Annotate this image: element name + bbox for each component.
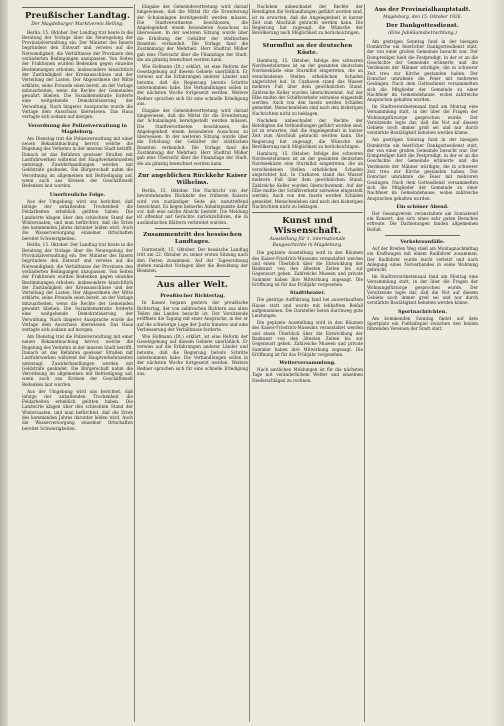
- divider: [252, 212, 363, 213]
- dateline: Magdeburg, den 15. Oktober 1926.: [383, 15, 462, 20]
- headline-dankgottesdienst: Der Dankgottesdienst.: [386, 23, 459, 30]
- article-body: Im Stadtverordnetensaal fand am Montag eine Versammlung statt, in der über die Fragen der Wohnungsfürsorge gesprochen wurde. Der Vorsitzende legte dar, daß die Not auf diesem Gebiete noch immer groß sei und nur durch verstärkte Bautätigkeit behoben werden könne.: [367, 273, 478, 306]
- headline-provinzialhauptstadt: Aus der Provinzialhauptstadt.: [374, 7, 471, 13]
- column-4: [367, 4, 478, 722]
- article-body: Wie Hofmann (Dt.) erklärt, ist eine Reform der Gesetzgebung auf diesem Gebiete unerläßlich. Er verwies auf die Erfahrungen anderer Länder und betonte, daß die Regierung bereits Schritte unternommen habe. Die Verhandlungen sollen in der nächsten Woche fortgesetzt werden. Weitere Redner sprachen sich für eine schnelle Erledigung aus.: [137, 63, 248, 106]
- article-body: Nach amtlichen Meldungen ist für die nächsten Tage mit veränderlichem Wetter und einzelnen Niederschlägen zu rechnen.: [252, 367, 363, 383]
- headline-folge: Unerfreuliche Folge.: [49, 191, 106, 198]
- article-body: Berlin, 15. Oktober. Der Landtag trat heute in die Beratung der Vorlage über die Neuregelung der Provinzialverwaltung ein. Der Minister des Innern begründete den Entwurf und verwies auf die Notwendigkeit, die Verhältnisse der Provinzen den veränderten Bedingungen anzupassen. Von Seiten der Fraktionen wurden Bedenken gegen einzelne Bestimmungen erhoben, insbesondere hinsichtlich der Zuständigkeit der Kreisausschüsse und der Verteilung der Lasten. Der Abgeordnete der Mitte erklärte, seine Freunde seien bereit, an der Vorlage mitzuarbeiten, wenn die Rechte der Gemeinden gewahrt blieben. Die Sozialdemokratie forderte eine weitgehende Demokratisierung der Verwaltung. Nach längerer Aussprache wurde die Vorlage dem Ausschuss überwiesen. Das Haus vertagte sich sodann auf morgen.: [22, 29, 133, 120]
- article-body: Nachdem unbeschadet der Rechte der Beteiligten die Verhandlungen geführt worden sind, ist zu erwarten, daß die Angelegenheit in kurzer Zeit zum Abschluß gebracht werden kann. Die Regierung hat zugesagt, die Wünsche der Bevölkerung nach Möglichkeit zu berücksichtigen.: [252, 4, 363, 36]
- article-body: Eingabe der Gemeindevertretung wird darauf hingewiesen, daß die Mittel für die Erweiterung der Schulanlagen bereitgestellt werden müssen. Die Stadtverordneten beschlossen, die Angelegenheit einem besonderen Ausschuss zu überweisen. In der weiteren Sitzung wurde über die Erhöhung der Gehälter der städtischen Beamten verhandelt. Die Vorlage fand die Zustimmung der Mehrheit. Herr Stadtrat Müller gab eine Übersicht über die Finanzlage der Stadt, die als günstig bezeichnet werden kann.: [137, 107, 248, 166]
- article-body: Am Dienstag trat die Polizeiverwaltung mit einer neuen Bekanntmachung hervor, welche die Regelung des Verkehrs in der inneren Stadt betrifft. Danach ist das Befahren gewisser Straßen mit Lastfuhrwerken während der Hauptverkehrszeiten untersagt. Zuwiderhandlungen werden mit Geldstrafe geahndet. Die Bürgerschaft nahm die Verordnung im allgemeinen mit Befriedigung auf, wenn auch aus Kreisen der Geschäftswelt Bedenken laut wurden.: [22, 334, 133, 387]
- divider: [155, 276, 230, 277]
- article-body: Am gestrigen Sonntag fand in der hiesigen Domkirche ein feierlicher Dankgottesdienst statt, der von einer großen Gemeinde besucht war. Der Domprediger hielt die Festpredigt, in der er an die Geschichte der Gemeinde erinnerte und die Verdienste der Männer würdigte, die in schwerer Zeit treu zur Kirche gestanden haben. Der Domchor umrahmte die Feier mit mehreren Gesängen. Nach dem Gottesdienst versammelten sich die Mitglieder der Gemeinde zu einer Nachfeier im Gemeindehause, wobei zahlreiche Ansprachen gehalten wurden.: [367, 137, 478, 201]
- article-body: Darmstadt, 15. Oktober. Der hessische Landtag tritt am 22. Oktober zu seiner ersten Sitzung nach den Ferien zusammen. Auf der Tagesordnung stehen zunächst Vorlagen über die Besoldung der Beamten.: [137, 246, 248, 274]
- article-body: Eingabe der Gemeindevertretung wird darauf hingewiesen, daß die Mittel für die Erweiterung der Schulanlagen bereitgestellt werden müssen. Die Stadtverordneten beschlossen, die Angelegenheit einem besonderen Ausschuss zu überweisen. In der weiteren Sitzung wurde über die Erhöhung der Gehälter der städtischen Beamten verhandelt. Die Vorlage fand die Zustimmung der Mehrheit. Herr Stadtrat Müller gab eine Übersicht über die Finanzlage der Stadt, die als günstig bezeichnet werden kann.: [137, 4, 248, 62]
- subheadline-ausstellung: Ausstellung für 1. internationale Baugeschichte in Magdeburg.: [269, 237, 346, 248]
- subheadline-richtertag: Preußischer Richtertag.: [160, 293, 225, 300]
- article-body: Die geplante Ausstellung wird in den Räumen des Kaiser-Friedrich-Museums veranstaltet werden und einen Überblick über die Entwicklung der Baukunst von den ältesten Zeiten bis zur Gegenwart geben. Zahlreiche Museen und private Sammler haben ihre Mitwirkung zugesagt. Die Eröffnung ist für das Frühjahr vorgesehen.: [252, 250, 363, 288]
- article-body: Nachdem unbeschadet der Rechte der Beteiligten die Verhandlungen geführt worden sind, ist zu erwarten, daß die Angelegenheit in kurzer Zeit zum Abschluß gebracht werden kann. Die Regierung hat zugesagt, die Wünsche der Bevölkerung nach Möglichkeit zu berücksichtigen.: [252, 117, 363, 150]
- article-body: Hamburg, 15. Oktober. Infolge des schweren Nordweststurmes ist an der gesamten deutschen Nordseeküste eine Sturmflut eingetreten, die an verschiedenen Stellen erheblichen Schaden angerichtet hat. In Cuxhaven stand das Wasser mehrere Fuß über dem gewöhnlichen Stand. Zahlreiche Keller wurden überschwemmt. Auf der Elbe mußte der Schiffsverkehr zeitweise eingestellt werden. Auch von den Inseln werden Schäden gemeldet. Menschenleben sind nach den bisherigen Nachrichten nicht zu beklagen.: [252, 57, 363, 116]
- column-rule: [134, 4, 135, 722]
- divider: [385, 235, 460, 236]
- headline-stadttheater: Stadttheater.: [289, 290, 326, 297]
- headline-sturmflut: Sturmflut an der deutschen Küste.: [262, 42, 353, 56]
- divider: [155, 169, 230, 170]
- headline-schoener-abend: Ein schöner Abend.: [396, 203, 449, 210]
- headline-kaiser: Zur angeblichen Rückkehr Kaiser Wilhelms.: [137, 172, 248, 186]
- article-body: Im Stadtverordnetensaal fand am Montag eine Versammlung statt, in der über die Fragen der Wohnungsfürsorge gesprochen wurde. Der Vorsitzende legte dar, daß die Not auf diesem Gebiete noch immer groß sei und nur durch verstärkte Bautätigkeit behoben werden könne.: [367, 103, 478, 136]
- article-body: Die gestrige Aufführung fand bei ausverkauftem Hause statt und wurde mit lebhaftem Beifall aufgenommen. Die Darsteller boten durchweg gute Leistungen.: [252, 297, 363, 319]
- article-body: Am gestrigen Sonntag fand in der hiesigen Domkirche ein feierlicher Dankgottesdienst statt, der von einer großen Gemeinde besucht war. Der Domprediger hielt die Festpredigt, in der er an die Geschichte der Gemeinde erinnerte und die Verdienste der Männer würdigte, die in schwerer Zeit treu zur Kirche gestanden haben. Der Domchor umrahmte die Feier mit mehreren Gesängen. Nach dem Gottesdienst versammelten sich die Mitglieder der Gemeinde zu einer Nachfeier im Gemeindehause, wobei zahlreiche Ansprachen gehalten wurden.: [367, 38, 478, 103]
- subheadline-landtag: Der Magdeburger Marktverein Helling.: [31, 22, 124, 27]
- headline-landtag: Preußischer Landtag.: [24, 11, 131, 21]
- column-rule: [364, 4, 365, 722]
- article-body: Aus der Umgebung wird uns berichtet, daß infolge der anhaltenden Trockenheit die Feldarbeiten erheblich gelitten haben. Die Landwirte klagen über den schlechten Stand der Wintersaaten, und man befürchtet, daß die Ernte des kommenden Jahres darunter leiden wird. Auch die Wasserversorgung einzelner Ortschaften bereitet Schwierigkeiten.: [22, 388, 133, 431]
- column-3: [252, 4, 363, 722]
- divider: [22, 7, 133, 8]
- article-body: Berlin, 15. Oktober. Der Landtag trat heute in die Beratung der Vorlage über die Neuregelung der Provinzialverwaltung ein. Der Minister des Innern begründete den Entwurf und verwies auf die Notwendigkeit, die Verhältnisse der Provinzen den veränderten Bedingungen anzupassen. Von Seiten der Fraktionen wurden Bedenken gegen einzelne Bestimmungen erhoben, insbesondere hinsichtlich der Zuständigkeit der Kreisausschüsse und der Verteilung der Lasten. Der Abgeordnete der Mitte erklärte, seine Freunde seien bereit, an der Vorlage mitzuarbeiten, wenn die Rechte der Gemeinden gewahrt blieben. Die Sozialdemokratie forderte eine weitgehende Demokratisierung der Verwaltung. Nach längerer Aussprache wurde die Vorlage dem Ausschuss überwiesen. Das Haus vertagte sich sodann auf morgen.: [22, 242, 133, 333]
- headline-sportnachrichten: Sportnachrichten.: [398, 308, 447, 315]
- page-fold-shadow: [0, 0, 8, 726]
- column-rule: [249, 4, 250, 722]
- article-body: Am Dienstag trat die Polizeiverwaltung mit einer neuen Bekanntmachung hervor, welche die Regelung des Verkehrs in der inneren Stadt betrifft. Danach ist das Befahren gewisser Straßen mit Lastfuhrwerken während der Hauptverkehrszeiten untersagt. Zuwiderhandlungen werden mit Geldstrafe geahndet. Die Bürgerschaft nahm die Verordnung im allgemeinen mit Befriedigung auf, wenn auch aus Kreisen der Geschäftswelt Bedenken laut wurden.: [22, 135, 133, 189]
- headline-kunst-wissenschaft: Kunst und Wissenschaft.: [273, 216, 342, 237]
- article-body: Berlin, 15. Oktober. Die Nachricht von der bevorstehenden Rückkehr des früheren Kaisers wird von zuständiger Seite als unzutreffend bezeichnet. Es liegen keinerlei Anhaltspunkte dafür vor, daß eine solche Absicht besteht. Die Meldung ist offenbar auf Gerüchte zurückzuführen, die in ausländischen Blättern verbreitet wurden.: [137, 187, 248, 225]
- article-body: Auf der Breiten Weg stieß am Montagnachmittag ein Kraftwagen mit einem Radfahrer zusammen. Der Radfahrer wurde leicht verletzt und nach Anlegung eines Notverbandes in seine Wohnung gebracht.: [367, 245, 478, 273]
- column-2: [137, 4, 248, 722]
- article-body: Aus der Umgebung wird uns berichtet, daß infolge der anhaltenden Trockenheit die Feldarbeiten erheblich gelitten haben. Die Landwirte klagen über den schlechten Stand der Wintersaaten, und man befürchtet, daß die Ernte des kommenden Jahres darunter leiden wird. Auch die Wasserversorgung einzelner Ortschaften bereitet Schwierigkeiten.: [22, 198, 133, 241]
- headline-verordnung: Verordnung der Polizeiverwaltung in Magdeburg.: [28, 122, 127, 135]
- subheadline-jubilaeum: (Eine Jubiläumsbetrachtung.): [388, 31, 457, 37]
- headline-aus-aller-welt: Aus aller Welt.: [156, 280, 229, 291]
- article-body: Hamburg, 15. Oktober. Infolge des schweren Nordweststurmes ist an der gesamten deutschen Nordseeküste eine Sturmflut eingetreten, die an verschiedenen Stellen erheblichen Schaden angerichtet hat. In Cuxhaven stand das Wasser mehrere Fuß über dem gewöhnlichen Stand. Zahlreiche Keller wurden überschwemmt. Auf der Elbe mußte der Schiffsverkehr zeitweise eingestellt werden. Auch von den Inseln werden Schäden gemeldet. Menschenleben sind nach den bisherigen Nachrichten nicht zu beklagen.: [252, 150, 363, 209]
- article-body: Die geplante Ausstellung wird in den Räumen des Kaiser-Friedrich-Museums veranstaltet werden und einen Überblick über die Entwicklung der Baukunst von den ältesten Zeiten bis zur Gegenwart geben. Zahlreiche Museen und private Sammler haben ihre Mitwirkung zugesagt. Die Eröffnung ist für das Frühjahr vorgesehen.: [252, 320, 363, 357]
- divider: [270, 39, 345, 40]
- article-body: Am kommenden Sonntag findet auf dem Sportplatz ein Fußballspiel zwischen den beiden führenden Vereinen der Stadt statt.: [367, 315, 478, 332]
- article-body: Wie Hofmann (Dt.) erklärt, ist eine Reform der Gesetzgebung auf diesem Gebiete unerläßlich. Er verwies auf die Erfahrungen anderer Länder und betonte, daß die Regierung bereits Schritte unternommen habe. Die Verhandlungen sollen in der nächsten Woche fortgesetzt werden. Weitere Redner sprachen sich für eine schnelle Erledigung aus.: [137, 333, 248, 376]
- divider: [155, 228, 230, 229]
- headline-verkehrsunfaelle: Verkehrsunfälle.: [400, 238, 445, 245]
- article-body: Der Gesangverein veranstaltete am Sonnabend ein Konzert, das sich eines sehr guten Besuches erfreute. Die Darbietungen fanden allgemeinen Beifall.: [367, 210, 478, 232]
- article-body: In Kassel begann gestern der preußische Richtertag, der von zahlreichen Richtern aus allen Teilen des Landes besucht ist. Der Vorsitzende eröffnete die Tagung mit einer Ansprache, in der er auf die schwierige Lage der Justiz hinwies und eine Verbesserung der Verhältnisse forderte.: [137, 300, 248, 332]
- headline-wetter: Wetterversammlung.: [279, 360, 336, 367]
- column-1: [22, 4, 133, 722]
- headline-hessen: Zusammentritt des hessischen Landtages.: [143, 231, 242, 245]
